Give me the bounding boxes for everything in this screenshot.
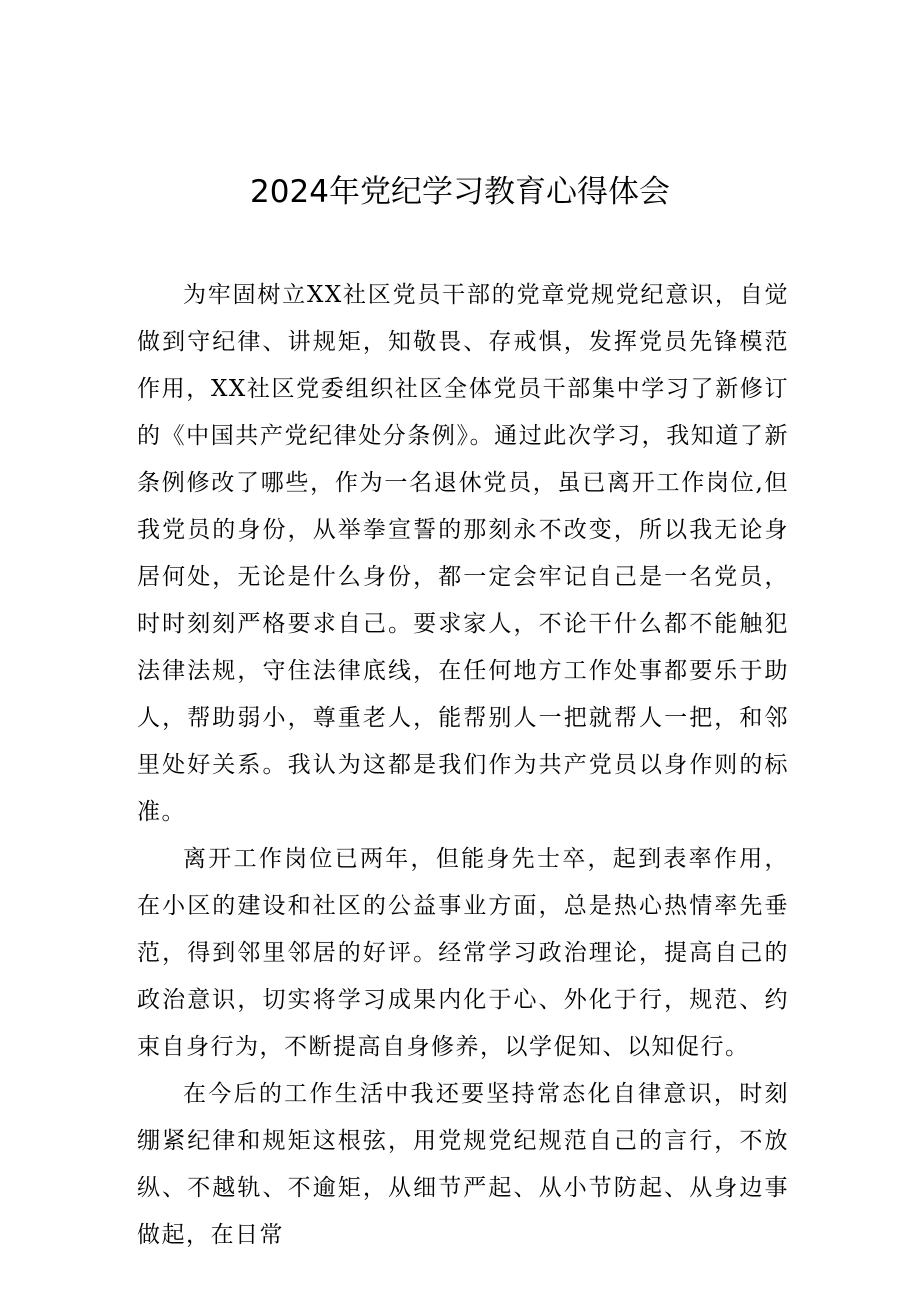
paragraph-3: 在今后的工作生活中我还要坚持常态化自律意识，时刻绷紧纪律和规矩这根弦，用党规党纪规范自己的言行，不放纵、不越轨、不逾矩，从细节严起、从小节防起、从身边事做起，在日常 xyxy=(137,1081,789,1248)
paragraph-2: 离开工作岗位已两年，但能身先士卒，起到表率作用，在小区的建设和社区的公益事业方面，总是热心热情率先垂范，得到邻里邻居的好评。经常学习政治理论，提高自己的政治意识，切实将学习成果内化于心、外化于行，规范、约束自身行为，不断提高自身修养，以学促知、以知促行。 xyxy=(137,846,789,1060)
paragraph-1: 为牢固树立XX社区党员干部的党章党规党纪意识，自觉做到守纪律、讲规矩，知敬畏、存戒惧，发挥党员先锋模范作用，XX社区党委组织社区全体党员干部集中学习了新修订的《中国共产党纪律处分条例》。通过此次学习，我知道了新条例修改了哪些，作为一名退休党员，虽已离开工作岗位,但我党员的身份，从举拳宣誓的那刻永不改变，所以我无论身居何处，无论是什么身份，都一定会牢记自己是一名党员，时时刻刻严格要求自己。要求家人，不论干什么都不能触犯法律法规，守住法律底线，在任何地方工作处事都要乐于助人，帮助弱小，尊重老人，能帮别人一把就帮人一把，和邻里处好关系。我认为这都是我们作为共产党员以身作则的标准。 xyxy=(137,282,789,825)
document-title: 2024年党纪学习教育心得体会 xyxy=(250,174,670,210)
document-body xyxy=(137,272,789,1259)
